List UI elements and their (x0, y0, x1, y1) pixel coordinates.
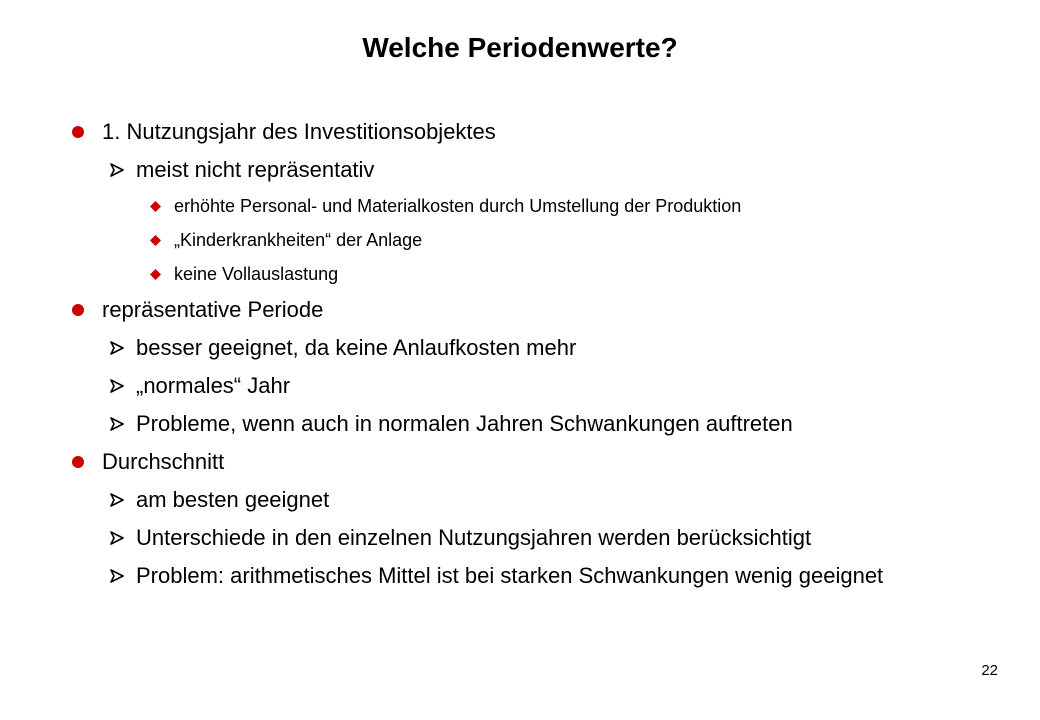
bullet-text: Probleme, wenn auch in normalen Jahren Schwankungen auftreten (136, 411, 793, 436)
bullet-text: erhöhte Personal- und Materialkosten durch Umstellung der Produktion (174, 196, 742, 216)
bullet-text: Problem: arithmetisches Mittel ist bei starken Schwankungen wenig geeignet (136, 563, 884, 588)
dot-icon (66, 296, 90, 324)
bullet-text: Unterschiede in den einzelnen Nutzungsjahren werden berücksichtigt (136, 525, 812, 550)
arrow-icon (108, 562, 126, 590)
dot-icon (66, 448, 90, 476)
bullet-level-2 (108, 524, 986, 552)
bullet-text: „Kinderkrankheiten“ der Anlage (174, 230, 423, 250)
bullet-text: keine Vollauslastung (174, 264, 339, 284)
bullet-text: Durchschnitt (102, 449, 225, 474)
arrow-icon (108, 524, 126, 552)
slide-title: Welche Periodenwerte? (362, 32, 678, 63)
bullet-text: am besten geeignet (136, 487, 330, 512)
bullet-text: repräsentative Periode (102, 297, 324, 322)
bullet-level-1 (66, 448, 986, 476)
diamond-icon (148, 194, 162, 218)
arrow-icon (108, 334, 126, 362)
diamond-icon (148, 228, 162, 252)
bullet-level-3 (148, 228, 986, 252)
bullet-text: besser geeignet, da keine Anlaufkosten mehr (136, 335, 577, 360)
bullet-level-3 (148, 262, 986, 286)
bullet-level-1 (66, 296, 986, 324)
bullet-level-2 (108, 372, 986, 400)
diamond-icon (148, 262, 162, 286)
dot-icon (66, 118, 90, 146)
arrow-icon (108, 486, 126, 514)
page-number: 22 (981, 662, 998, 679)
arrow-icon (108, 372, 126, 400)
bullet-level-2 (108, 334, 986, 362)
bullet-text: „normales“ Jahr (136, 373, 291, 398)
bullet-text: 1. Nutzungsjahr des Investitionsobjektes (102, 119, 496, 144)
bullet-level-1 (66, 118, 986, 146)
bullet-level-2 (108, 562, 986, 590)
bullet-text: meist nicht repräsentativ (136, 157, 375, 182)
bullet-level-2 (108, 410, 986, 438)
bullet-level-2 (108, 486, 986, 514)
bullet-level-2 (108, 156, 986, 184)
arrow-icon (108, 410, 126, 438)
bullet-list (66, 118, 986, 600)
arrow-icon (108, 156, 126, 184)
bullet-level-3 (148, 194, 986, 218)
